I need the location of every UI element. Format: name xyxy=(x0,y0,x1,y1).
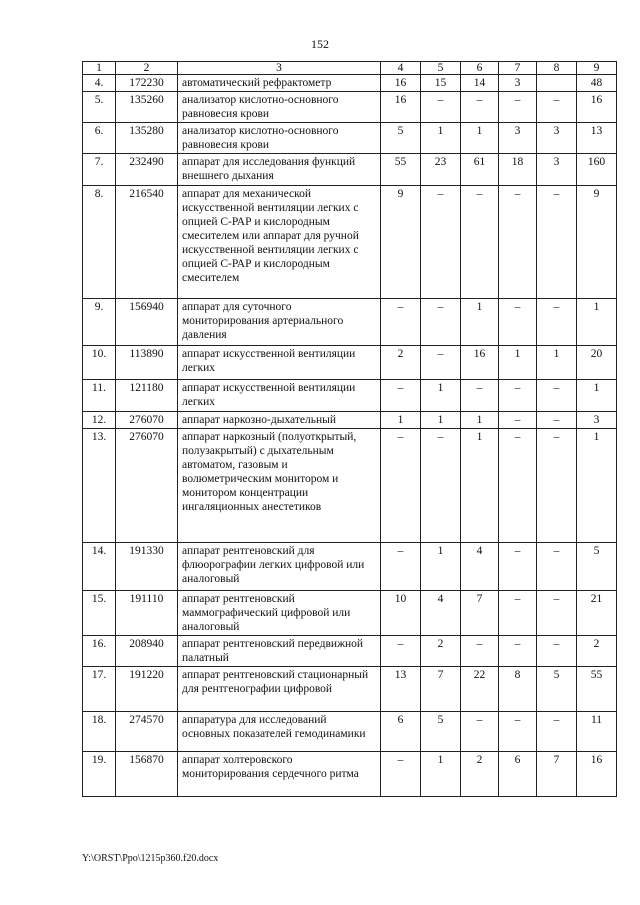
cell-c6: 61 xyxy=(461,154,499,186)
cell-c6: 1 xyxy=(461,412,499,429)
cell-name: аппарат холтеровского мониторирования сердечного ритма xyxy=(178,752,381,797)
table-row xyxy=(83,412,617,429)
cell-name: анализатор кислотно-основного равновесия крови xyxy=(178,92,381,123)
cell-num: 16. xyxy=(83,636,116,667)
cell-c7: – xyxy=(499,380,537,412)
cell-c5: 4 xyxy=(421,591,461,636)
header-cell: 9 xyxy=(577,62,617,75)
cell-c5: – xyxy=(421,186,461,299)
cell-c9: 55 xyxy=(577,667,617,712)
cell-c4: 16 xyxy=(381,92,421,123)
cell-name: аппаратура для исследований основных показателей гемодинамики xyxy=(178,712,381,752)
cell-num: 11. xyxy=(83,380,116,412)
table-row xyxy=(83,123,617,154)
cell-c4: 9 xyxy=(381,186,421,299)
cell-c9: 5 xyxy=(577,543,617,591)
cell-c5: 1 xyxy=(421,123,461,154)
cell-c5: – xyxy=(421,92,461,123)
cell-c4: 1 xyxy=(381,412,421,429)
cell-code: 276070 xyxy=(116,412,178,429)
cell-c4: 16 xyxy=(381,75,421,92)
header-cell: 8 xyxy=(537,62,577,75)
table-row xyxy=(83,75,617,92)
file-path-footer: Y:\ORST\Ppo\1215p360.f20.docx xyxy=(82,853,219,864)
cell-code: 216540 xyxy=(116,186,178,299)
cell-c5: 5 xyxy=(421,712,461,752)
cell-c6: 7 xyxy=(461,591,499,636)
cell-c7: – xyxy=(499,543,537,591)
page-number: 152 xyxy=(311,37,329,51)
cell-num: 13. xyxy=(83,429,116,543)
cell-c4: – xyxy=(381,299,421,346)
cell-c8: – xyxy=(537,380,577,412)
cell-num: 14. xyxy=(83,543,116,591)
cell-c6: 4 xyxy=(461,543,499,591)
cell-name: аппарат наркозный (полуоткрытый, полузакрытый) с дыхательным автоматом, газовым и волюметрическим монитором и монитором концентрации ингаляционных анестетиков xyxy=(178,429,381,543)
table-row xyxy=(83,591,617,636)
cell-code: 156870 xyxy=(116,752,178,797)
table-row xyxy=(83,752,617,797)
cell-name: аппарат рентгеновский стационарный для рентгенографии цифровой xyxy=(178,667,381,712)
cell-c9: 48 xyxy=(577,75,617,92)
cell-c5: 1 xyxy=(421,543,461,591)
cell-name: аппарат для исследования функций внешнего дыхания xyxy=(178,154,381,186)
cell-num: 9. xyxy=(83,299,116,346)
cell-code: 274570 xyxy=(116,712,178,752)
table-row xyxy=(83,154,617,186)
cell-c8: 1 xyxy=(537,346,577,380)
cell-c9: 20 xyxy=(577,346,617,380)
cell-code: 172230 xyxy=(116,75,178,92)
cell-c5: 1 xyxy=(421,380,461,412)
cell-c9: 3 xyxy=(577,412,617,429)
cell-c8 xyxy=(537,75,577,92)
cell-code: 113890 xyxy=(116,346,178,380)
cell-name: аппарат рентгеновский передвижной палатный xyxy=(178,636,381,667)
cell-c9: 160 xyxy=(577,154,617,186)
cell-c7: 3 xyxy=(499,123,537,154)
cell-c4: – xyxy=(381,636,421,667)
cell-c9: 16 xyxy=(577,92,617,123)
table-row xyxy=(83,429,617,543)
cell-c7: – xyxy=(499,299,537,346)
cell-c5: 7 xyxy=(421,667,461,712)
cell-c4: 55 xyxy=(381,154,421,186)
cell-code: 276070 xyxy=(116,429,178,543)
cell-c5: – xyxy=(421,299,461,346)
cell-c5: 23 xyxy=(421,154,461,186)
cell-code: 135280 xyxy=(116,123,178,154)
cell-c7: – xyxy=(499,591,537,636)
cell-c4: – xyxy=(381,380,421,412)
cell-num: 19. xyxy=(83,752,116,797)
cell-name: аппарат искусственной вентиляции легких xyxy=(178,346,381,380)
cell-c7: – xyxy=(499,412,537,429)
cell-c9: 9 xyxy=(577,186,617,299)
cell-c7: 8 xyxy=(499,667,537,712)
cell-c8: – xyxy=(537,591,577,636)
cell-c4: – xyxy=(381,752,421,797)
cell-c6: 1 xyxy=(461,123,499,154)
cell-c5: 15 xyxy=(421,75,461,92)
cell-c7: 1 xyxy=(499,346,537,380)
cell-c6: – xyxy=(461,186,499,299)
cell-name: аппарат для механической искусственной вентиляции легких с опцией С-РАР и кислородным смесителем или аппарат для ручной искусственной вентиляции легких с опцией С-РАР и кислородным смесителем xyxy=(178,186,381,299)
cell-name: аппарат рентгеновский маммографический цифровой или аналоговый xyxy=(178,591,381,636)
table-row xyxy=(83,380,617,412)
header-cell: 6 xyxy=(461,62,499,75)
cell-c4: 2 xyxy=(381,346,421,380)
cell-c4: 6 xyxy=(381,712,421,752)
cell-c8: – xyxy=(537,299,577,346)
cell-c9: 1 xyxy=(577,299,617,346)
cell-c7: – xyxy=(499,636,537,667)
table-row xyxy=(83,543,617,591)
cell-code: 191110 xyxy=(116,591,178,636)
cell-c8: 5 xyxy=(537,667,577,712)
cell-c5: 1 xyxy=(421,412,461,429)
cell-c8: – xyxy=(537,543,577,591)
header-cell: 1 xyxy=(83,62,116,75)
cell-code: 232490 xyxy=(116,154,178,186)
header-cell: 2 xyxy=(116,62,178,75)
header-cell: 7 xyxy=(499,62,537,75)
cell-c5: 2 xyxy=(421,636,461,667)
equipment-table xyxy=(82,61,617,797)
cell-c7: 3 xyxy=(499,75,537,92)
cell-c6: 2 xyxy=(461,752,499,797)
cell-c7: – xyxy=(499,712,537,752)
cell-c6: 22 xyxy=(461,667,499,712)
cell-name: анализатор кислотно-основного равновесия крови xyxy=(178,123,381,154)
cell-num: 15. xyxy=(83,591,116,636)
cell-c9: 1 xyxy=(577,429,617,543)
cell-c6: – xyxy=(461,712,499,752)
cell-name: аппарат рентгеновский для флюорографии легких цифровой или аналоговый xyxy=(178,543,381,591)
cell-num: 10. xyxy=(83,346,116,380)
table-row xyxy=(83,186,617,299)
header-cell: 4 xyxy=(381,62,421,75)
table-row xyxy=(83,667,617,712)
header-row xyxy=(83,62,617,75)
header-cell: 5 xyxy=(421,62,461,75)
cell-num: 5. xyxy=(83,92,116,123)
cell-c4: – xyxy=(381,429,421,543)
table-row xyxy=(83,299,617,346)
table-row xyxy=(83,636,617,667)
cell-num: 6. xyxy=(83,123,116,154)
cell-c8: – xyxy=(537,186,577,299)
cell-c8: 7 xyxy=(537,752,577,797)
cell-c4: 10 xyxy=(381,591,421,636)
cell-c4: 5 xyxy=(381,123,421,154)
cell-c6: – xyxy=(461,636,499,667)
cell-c8: – xyxy=(537,412,577,429)
cell-num: 18. xyxy=(83,712,116,752)
cell-c8: 3 xyxy=(537,154,577,186)
header-cell: 3 xyxy=(178,62,381,75)
cell-num: 4. xyxy=(83,75,116,92)
cell-c9: 1 xyxy=(577,380,617,412)
cell-c4: 13 xyxy=(381,667,421,712)
cell-c6: – xyxy=(461,92,499,123)
cell-c8: – xyxy=(537,712,577,752)
cell-c4: – xyxy=(381,543,421,591)
cell-c8: – xyxy=(537,429,577,543)
cell-c7: 6 xyxy=(499,752,537,797)
cell-name: автоматический рефрактометр xyxy=(178,75,381,92)
cell-c6: 1 xyxy=(461,429,499,543)
cell-c5: – xyxy=(421,346,461,380)
cell-c7: – xyxy=(499,186,537,299)
cell-c6: 14 xyxy=(461,75,499,92)
cell-code: 191330 xyxy=(116,543,178,591)
cell-c8: – xyxy=(537,92,577,123)
cell-code: 121180 xyxy=(116,380,178,412)
cell-c9: 2 xyxy=(577,636,617,667)
table-row xyxy=(83,712,617,752)
cell-code: 208940 xyxy=(116,636,178,667)
table-row xyxy=(83,92,617,123)
cell-c9: 11 xyxy=(577,712,617,752)
cell-c8: – xyxy=(537,636,577,667)
cell-code: 191220 xyxy=(116,667,178,712)
cell-name: аппарат искусственной вентиляции легких xyxy=(178,380,381,412)
cell-name: аппарат для суточного мониторирования артериального давления xyxy=(178,299,381,346)
cell-c9: 16 xyxy=(577,752,617,797)
cell-num: 7. xyxy=(83,154,116,186)
cell-c7: – xyxy=(499,92,537,123)
cell-c5: 1 xyxy=(421,752,461,797)
cell-c7: – xyxy=(499,429,537,543)
cell-c8: 3 xyxy=(537,123,577,154)
cell-c6: 1 xyxy=(461,299,499,346)
cell-code: 135260 xyxy=(116,92,178,123)
cell-code: 156940 xyxy=(116,299,178,346)
cell-num: 8. xyxy=(83,186,116,299)
cell-c9: 13 xyxy=(577,123,617,154)
cell-c7: 18 xyxy=(499,154,537,186)
cell-num: 17. xyxy=(83,667,116,712)
table-row xyxy=(83,346,617,380)
cell-name: аппарат наркозно-дыхательный xyxy=(178,412,381,429)
cell-c6: 16 xyxy=(461,346,499,380)
cell-c9: 21 xyxy=(577,591,617,636)
cell-c5: – xyxy=(421,429,461,543)
cell-num: 12. xyxy=(83,412,116,429)
cell-c6: – xyxy=(461,380,499,412)
